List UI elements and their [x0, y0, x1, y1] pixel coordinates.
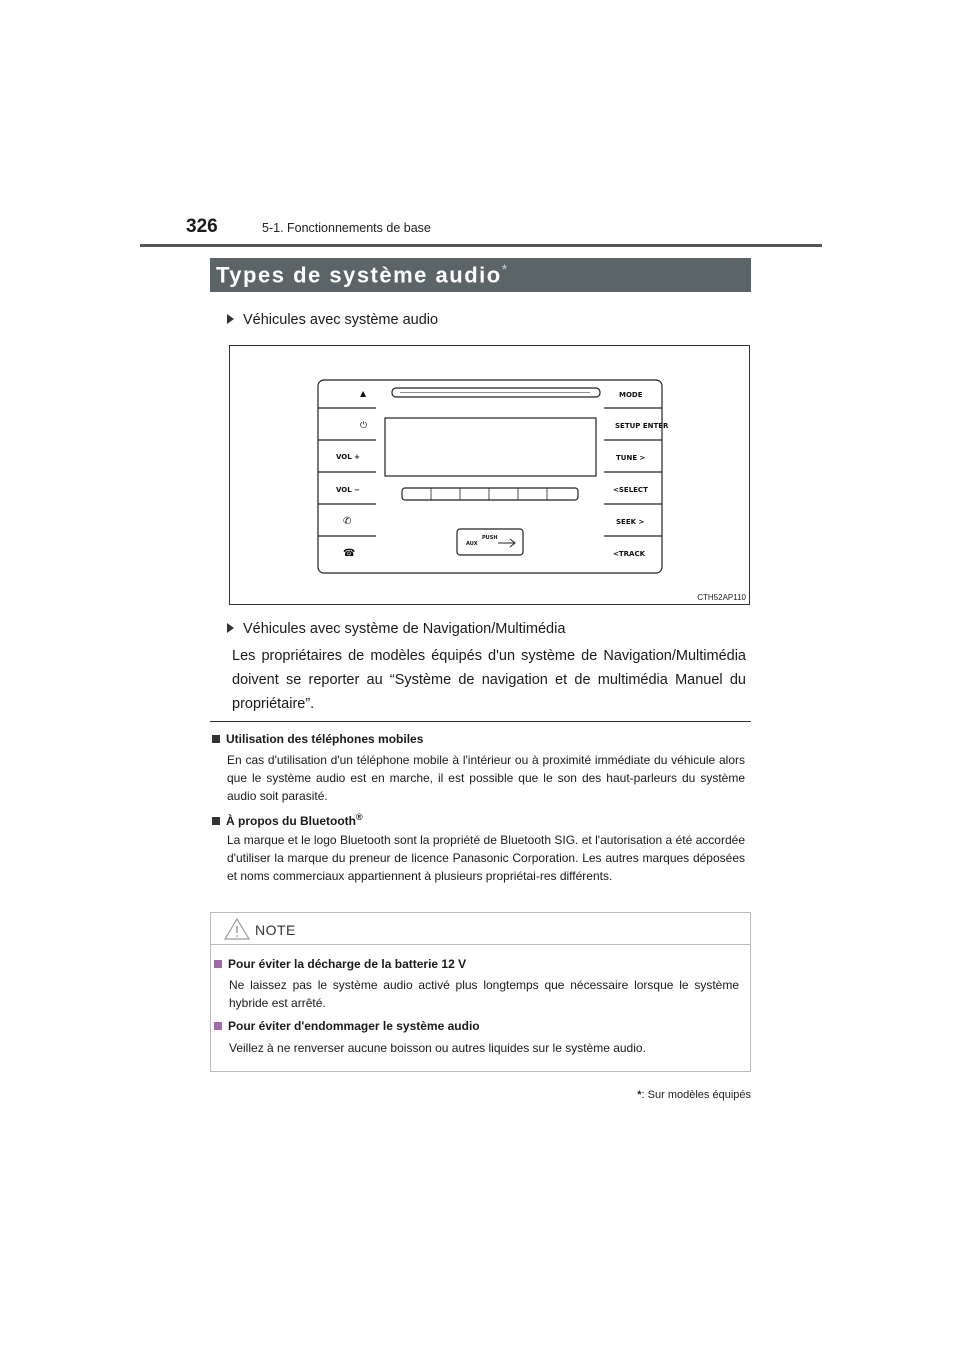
hangup-button-label: ☎: [343, 548, 356, 559]
body-paragraph: Les propriétaires de modèles équipés d'un système de Navigation/Multimédia doivent se reporter au “Système de navigation et de multimédia Manuel du propriétaire”.: [232, 648, 746, 712]
mode-button-label: MODE: [619, 391, 643, 399]
title-asterisk: *: [501, 261, 509, 277]
usb-icon: [498, 539, 515, 547]
triangle-bullet-icon: [227, 623, 234, 633]
tune-button-label: TUNE >: [616, 454, 646, 462]
square-bullet-icon: [214, 960, 222, 968]
square-bullet-icon: [212, 735, 220, 743]
page-number: 326: [186, 216, 218, 237]
notice-text-battery: Ne laissez pas le système audio activé plus longtemps que nécessaire lorsque le système hybride est arrêté.: [229, 978, 739, 1010]
notice-header: [211, 913, 750, 945]
vol-up-button-label: VOL +: [336, 453, 361, 461]
note-heading-bluetooth: À propos du Bluetooth®: [212, 812, 363, 828]
footnote: *: Sur modèles équipés: [637, 1089, 751, 1101]
vol-down-button-label: VOL −: [336, 486, 361, 494]
notice-heading-damage: Pour éviter d'endommager le système audio: [214, 1019, 480, 1033]
section-title: Types de système audio*: [216, 261, 509, 288]
figure-id: CTH52AP110: [697, 593, 746, 602]
power-button-label: ⏻: [360, 421, 368, 431]
notice-box: [210, 912, 751, 1072]
section-title-bar: [210, 258, 751, 292]
warning-triangle-icon: [223, 917, 251, 941]
triangle-bullet-icon: [227, 314, 234, 324]
notice-text-damage: Veillez à ne renverser aucune boisson ou autres liquides sur le système audio.: [229, 1041, 646, 1055]
notice-heading-battery: Pour éviter la décharge de la batterie 12 V: [214, 957, 466, 971]
select-button-label: <SELECT: [613, 486, 648, 494]
audio-unit-illustration: [230, 346, 749, 604]
square-bullet-icon: [214, 1022, 222, 1030]
seek-button-label: SEEK >: [616, 518, 645, 526]
phone-button-label: ✆: [343, 516, 352, 527]
divider-rule: [210, 721, 751, 722]
eject-button-label: ▲: [360, 389, 367, 398]
aux-label: AUX: [466, 541, 478, 547]
footnote-asterisk: *: [637, 1089, 642, 1101]
header-rule: [140, 244, 822, 247]
bullet-audio: Véhicules avec système audio: [227, 312, 438, 328]
note-text-mobile: En cas d'utilisation d'un téléphone mobile à l'intérieur ou à proximité immédiate du véhicule alors que le système audio est en marche, il est possible que le son des haut-parleurs du système audio soit parasité.: [227, 753, 745, 803]
section-header: 5-1. Fonctionnements de base: [262, 221, 431, 235]
bullet-navigation: Véhicules avec système de Navigation/Multimédia: [227, 621, 565, 637]
setup-enter-button-label: SETUP ENTER: [615, 422, 669, 430]
square-bullet-icon: [212, 817, 220, 825]
audio-unit-figure: [229, 345, 750, 605]
note-text-bluetooth: La marque et le logo Bluetooth sont la propriété de Bluetooth SIG. et l'autorisation a été accordée d'utiliser la marque du preneur de licence Panasonic Corporation. Les autres marques déposées et noms commerciaux appartiennent à plusieurs propriétai-res différents.: [227, 833, 745, 883]
note-heading-mobile: Utilisation des téléphones mobiles: [212, 732, 423, 746]
notice-label: NOTE: [255, 922, 296, 938]
track-button-label: <TRACK: [613, 550, 646, 558]
push-label: PUSH: [482, 535, 498, 541]
